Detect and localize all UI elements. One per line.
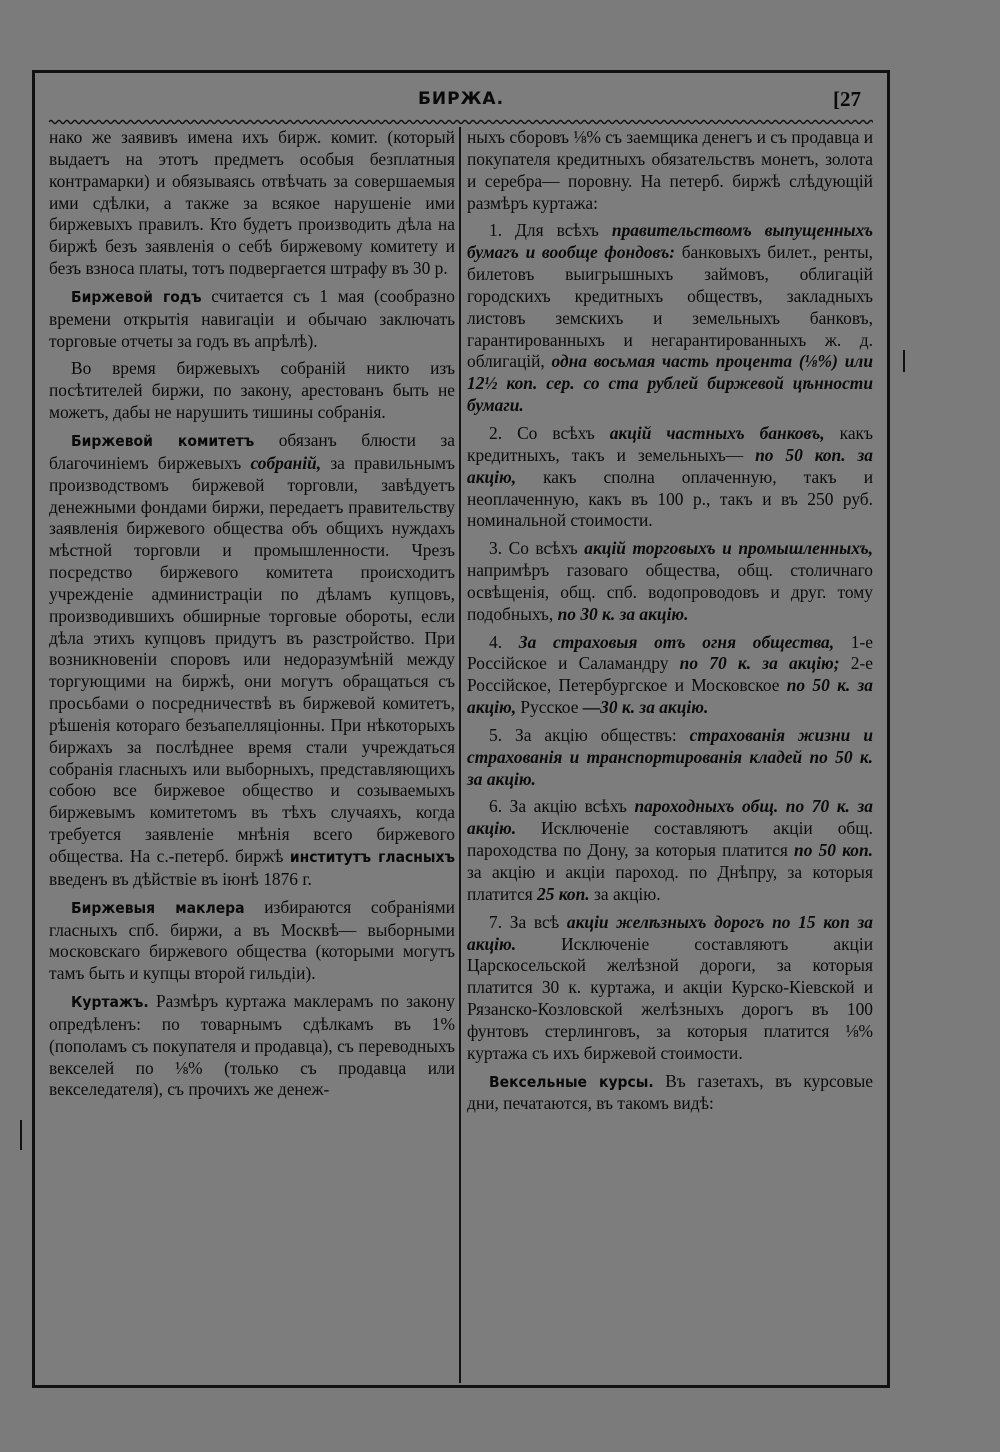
paragraph: Биржевой комитетъ обязанъ блюсти за благочиніемъ биржевыхъ собраній, за правильнымъ производствомъ биржевой торговли, завѣдуетъ денежными фондами биржи, передаетъ правительству заявленія биржевого общества объ общихъ нуждахъ мѣстной торговли и промышленности. Чрезъ посредство биржевого комитета происходитъ учрежденіе администраціи по дѣламъ купцовъ, производившихъ обширные торговые обороты, если дѣла этихъ купцовъ придутъ въ разстройство. При возникновеніи споровъ или недоразумѣній между торгующими на биржѣ, они могутъ обращаться съ просьбами о посредничествѣ въ биржевой комитетъ, рѣшенія котораго безъапелляціонны. При нѣкоторыхъ биржахъ за послѣднее время стали учреждаться собранія гласныхъ или выборныхъ, представляющихъ собою все биржевое общество и созываемыхъ биржевымъ комитетомъ въ тѣхъ случаяхъ, когда требуется заявленіе мнѣнія всего биржевого общества. На с.-петерб. биржѣ институтъ гласныхъ введенъ въ дѣйствіе въ іюнѣ 1876 г. [49, 429, 456, 889]
paragraph: нако же заявивъ имена ихъ бирж. комит. (который выдаетъ на этотъ предметъ особыя безплатныя контрамарки) и обязываясь отвѣчать за совершаемыя ими сдѣлки, а также за всякое нарушеніе ими биржевыхъ правилъ. Кто будетъ производить дѣла на биржѣ безъ заявленія о себѣ биржевому комитету и безъ взноса платы, тотъ подвергается штрафу въ 30 р. [49, 127, 455, 279]
list-item: 3. Со всѣхъ акцій торговыхъ и промышленныхъ, напримѣръ газоваго общества, общ. столичнаго освѣщенія, общ. спб. водопроводовъ и друг. тому подобныхъ, по 30 к. за акцію. [467, 538, 873, 624]
running-header [35, 89, 887, 119]
lead-term: Биржевой комитетъ [71, 431, 255, 450]
page-number: [27 [833, 87, 861, 111]
page-title: БИРЖА. [417, 89, 505, 109]
left-column [49, 127, 455, 1107]
list-item: 6. За акцію всѣхъ пароходныхъ общ. по 70 к. за акцію. Исключеніе составляютъ акціи общ. пароходства по Дону, за которыя платится по 50 коп. за акцію и акціи пароход. по Днѣпру, за которыя платится 25 коп. за акцію. [467, 796, 873, 904]
lead-term: институтъ гласныхъ [289, 848, 455, 866]
paragraph: Куртажъ. Размѣръ куртажа маклерамъ по закону опредѣленъ: по товарнымъ сдѣлкамъ въ 1% (пополамъ съ покупателя и продавца), съ переводныхъ векселей по ⅛% (только съ продавца или векселедателя), съ прочихъ же денеж- [49, 991, 455, 1100]
margin-mark [20, 1120, 22, 1150]
list-item: 5. За акцію обществъ: страхованія жизни и страхованія и транспортированія кладей по 50 к. за акцію. [467, 724, 873, 789]
list-item: 4. За страховыя отъ огня общества, 1-е Россійское и Саламандру по 70 к. за акцію; 2-е Россійское, Петербургское и Московское по 50 к. за акцію, Русское —30 к. за акцію. [467, 631, 874, 718]
paragraph: Во время биржевыхъ собраній никто изъ посѣтителей биржи, по закону, арестованъ быть не можетъ, дабы не нарушить тишины собранія. [49, 358, 455, 423]
margin-mark [903, 350, 905, 372]
paragraph: Биржевой годъ считается съ 1 мая (сообразно времени открытія навигаціи и обычаю заключать торговые отчеты за годъ въ апрѣлѣ). [49, 285, 455, 351]
lead-term: Биржевой годъ [71, 287, 202, 306]
list-item: 7. За всѣ акціи желѣзныхъ дорогъ по 15 коп за акцію. Исключеніе составляютъ акціи Царскосельской желѣзной дороги, за которыя платится 30 к. куртажа, и акціи Курско-Кіевской и Рязанско-Козловской желѣзныхъ дорогъ въ 100 фунтовъ стерлинговъ, за которыя платится ⅛% куртажа съ ихъ биржевой стоимости. [467, 911, 873, 1063]
lead-term: Биржевыя маклера [71, 898, 245, 917]
wavy-rule-line [49, 119, 873, 125]
list-item: 1. Для всѣхъ правительствомъ выпущенныхъ бумагъ и вообще фондовъ: банковыхъ билет., ренты, билетовъ выигрышныхъ займовъ, облигацій городскихъ кредитныхъ обществъ, закладныхъ листовъ земскихъ и земельныхъ банковъ, гарантированныхъ и негарантированныхъ ж. д. облигацій, одна восьмая часть процента (⅛%) или 12½ коп. сер. со ста рублей биржевой цѣнности бумаги. [467, 220, 874, 416]
column-divider [459, 127, 461, 1383]
page-frame [32, 70, 890, 1388]
paragraph: Биржевыя маклера избираются собраніями гласныхъ спб. биржи, а въ Москвѣ— выборными московскаго биржевого общества (которыми могутъ тамъ быть и купцы второй гильдіи). [49, 896, 455, 984]
list-item: 2. Со всѣхъ акцій частныхъ банковъ, какъ кредитныхъ, такъ и земельныхъ— по 50 коп. за акцію, какъ сполна оплаченную, такъ и неоплаченную, какъ въ 100 р., такъ и въ 250 руб. номинальной стоимости. [467, 422, 873, 531]
paragraph: ныхъ сборовъ ⅛% съ заемщика денегъ и съ продавца и покупателя кредитныхъ обязательствъ монетъ, золота и серебра— поровну. На петерб. биржѣ слѣдующій размѣръ куртажа: [467, 127, 873, 213]
lead-term: Вексельные курсы. [489, 1072, 654, 1091]
wavy-rule [49, 119, 873, 125]
lead-term: Куртажъ. [71, 993, 149, 1012]
paragraph: Вексельные курсы. Въ газетахъ, въ курсовые дни, печатаются, въ такомъ видѣ: [467, 1070, 873, 1114]
right-column [467, 127, 873, 1121]
